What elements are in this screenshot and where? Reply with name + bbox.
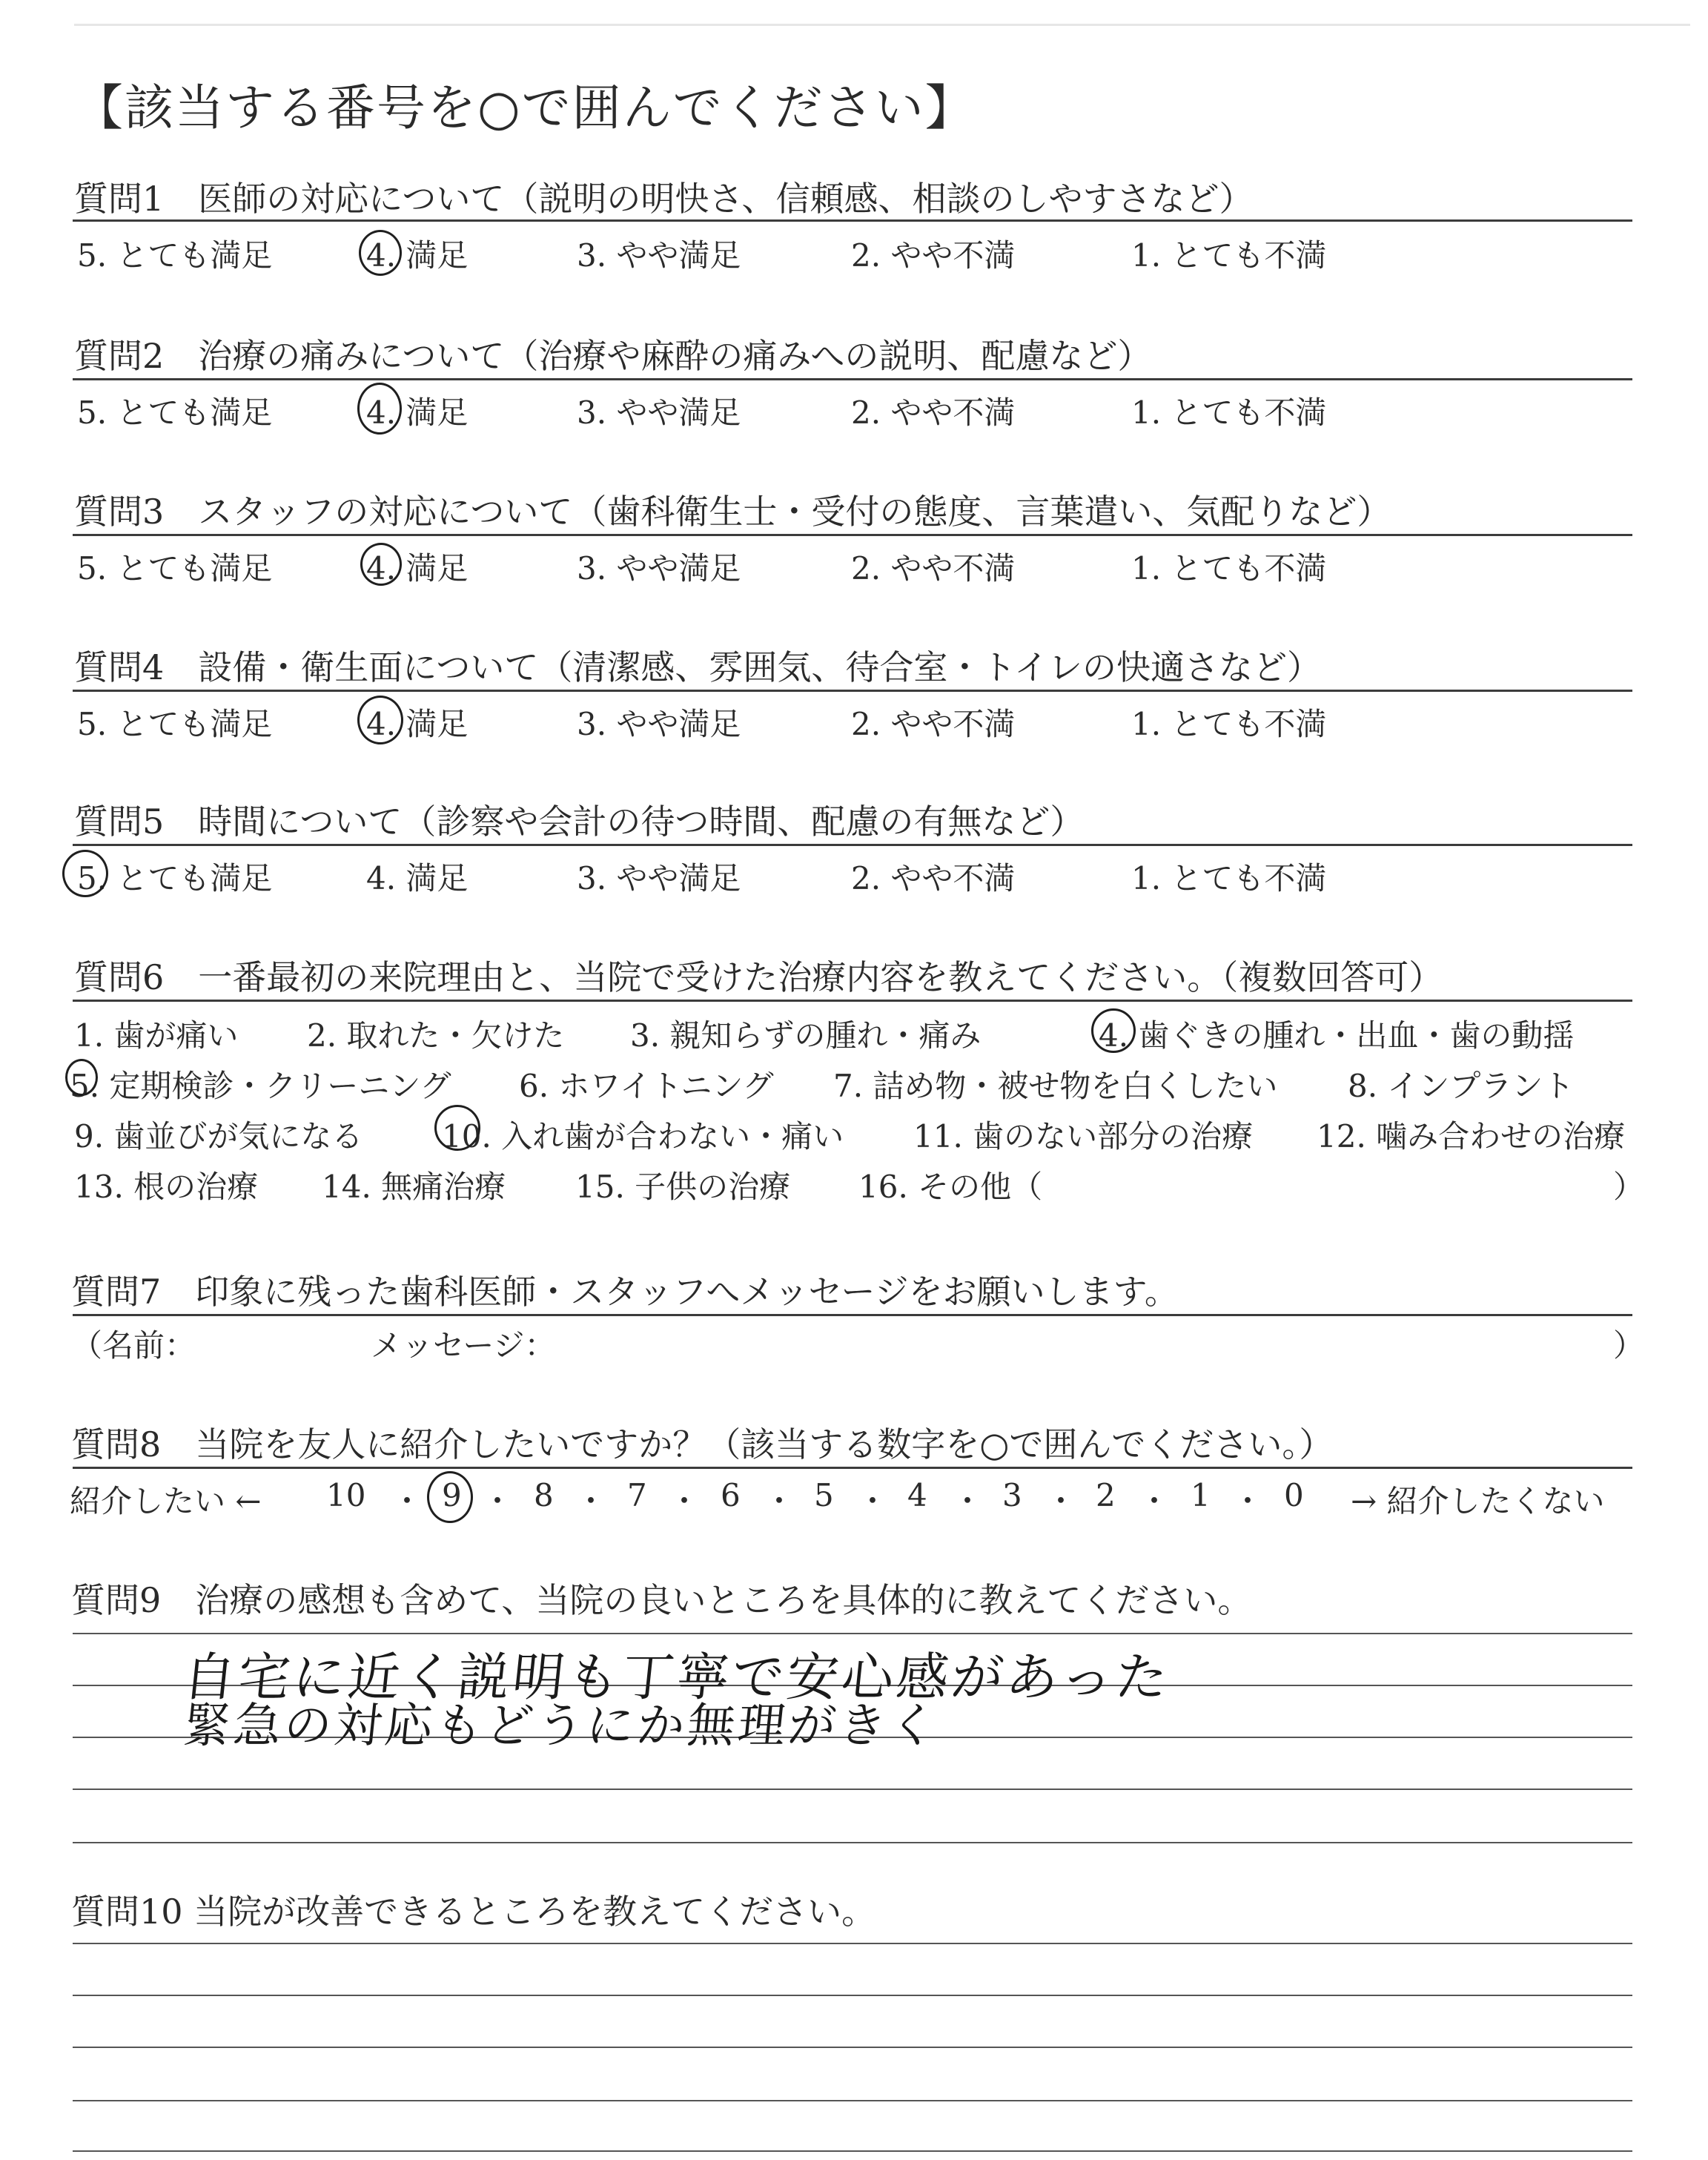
q8-separator: ・ <box>857 1483 889 1519</box>
q8-scale-5[interactable]: 5 <box>814 1477 834 1513</box>
question-5-rule <box>73 844 1632 846</box>
q6-option-12[interactable]: 12. 噛み合わせの治療 <box>1317 1118 1626 1155</box>
q1-option-3[interactable]: 3. やや満足 <box>577 237 741 274</box>
question-7-label: 質問7 印象に残った歯科医師・スタッフへメッセージをお願いします。 <box>71 1272 1179 1312</box>
q3-option-5[interactable]: 5. とても満足 <box>77 550 273 587</box>
q8-selection-circle <box>427 1471 473 1523</box>
q3-selection-circle <box>360 543 402 586</box>
q8-scale-9[interactable]: 9 <box>442 1477 462 1513</box>
q10-answer-line-2 <box>73 1995 1632 1996</box>
q6-option-16-close: ） <box>1613 1169 1645 1205</box>
question-1-rule <box>73 219 1632 222</box>
question-3-rule <box>73 534 1632 536</box>
q6-option-11[interactable]: 11. 歯のない部分の治療 <box>913 1118 1254 1155</box>
q4-option-4[interactable]: 4. 満足 <box>366 706 469 742</box>
question-4-label: 質問4 設備・衛生面について（清潔感、雰囲気、待合室・トイレの快適さなど） <box>74 647 1322 687</box>
q9-answer-line-5 <box>73 1842 1632 1843</box>
q8-separator: ・ <box>482 1483 514 1519</box>
question-7-rule <box>73 1314 1632 1316</box>
q6-option-14[interactable]: 14. 無痛治療 <box>322 1169 506 1205</box>
q8-left-label: 紹介したい ← <box>70 1483 262 1519</box>
q6-option-2[interactable]: 2. 取れた・欠けた <box>307 1017 565 1054</box>
question-6-rule <box>73 1000 1632 1002</box>
q6-option-4-circle <box>1091 1008 1136 1053</box>
q3-option-2[interactable]: 2. やや不満 <box>851 550 1016 587</box>
q5-option-2[interactable]: 2. やや不満 <box>851 860 1016 896</box>
question-2-rule <box>73 378 1632 380</box>
q2-option-4[interactable]: 4. 満足 <box>366 394 469 431</box>
q5-option-4[interactable]: 4. 満足 <box>366 860 469 896</box>
q9-answer-line-4 <box>73 1789 1632 1790</box>
q7-name-label: （名前： <box>71 1327 196 1364</box>
q4-option-1[interactable]: 1. とても不満 <box>1131 706 1327 742</box>
q10-answer-line-4 <box>73 2100 1632 2101</box>
q1-option-2[interactable]: 2. やや不満 <box>851 237 1016 274</box>
q6-option-10-circle <box>434 1105 480 1151</box>
q6-option-4[interactable]: 4. 歯ぐきの腫れ・出血・歯の動揺 <box>1099 1017 1575 1054</box>
q8-scale-6[interactable]: 6 <box>721 1477 741 1513</box>
q6-option-16[interactable]: 16. その他（ <box>858 1169 1043 1205</box>
q2-option-5[interactable]: 5. とても満足 <box>77 394 273 431</box>
q10-answer-line-5 <box>73 2150 1632 2152</box>
question-8-label: 質問8 当院を友人に紹介したいですか？（該当する数字を○で囲んでください。） <box>71 1424 1334 1464</box>
q8-separator: ・ <box>1045 1483 1077 1519</box>
q8-separator: ・ <box>764 1483 795 1519</box>
q6-option-6[interactable]: 6. ホワイトニング <box>519 1068 774 1104</box>
q7-close-paren: ） <box>1613 1327 1645 1364</box>
question-6-label: 質問6 一番最初の来院理由と、当院で受けた治療内容を教えてください。（複数回答可） <box>74 957 1443 997</box>
q6-option-8[interactable]: 8. インプラント <box>1348 1068 1575 1104</box>
q4-option-3[interactable]: 3. やや満足 <box>577 706 741 742</box>
page-title: 【該当する番号を○で囲んでください】 <box>74 79 976 136</box>
q2-option-3[interactable]: 3. やや満足 <box>577 394 741 431</box>
q4-option-2[interactable]: 2. やや不満 <box>851 706 1016 742</box>
q6-option-5[interactable]: 5. 定期検診・クリーニング <box>70 1068 451 1104</box>
question-9-label: 質問9 治療の感想も含めて、当院の良いところを具体的に教えてください。 <box>71 1580 1252 1620</box>
q8-scale-3[interactable]: 3 <box>1002 1477 1022 1513</box>
question-4-rule <box>73 690 1632 692</box>
q6-option-9[interactable]: 9. 歯並びが気になる <box>74 1118 363 1155</box>
q2-option-2[interactable]: 2. やや不満 <box>851 394 1016 431</box>
q2-selection-circle <box>357 383 402 435</box>
q3-option-4[interactable]: 4. 満足 <box>366 550 469 587</box>
question-5-label: 質問5 時間について（診察や会計の待つ時間、配慮の有無など） <box>74 802 1085 842</box>
q3-option-1[interactable]: 1. とても不満 <box>1131 550 1327 587</box>
q5-option-1[interactable]: 1. とても不満 <box>1131 860 1327 896</box>
top-border <box>74 24 1690 26</box>
q5-option-3[interactable]: 3. やや満足 <box>577 860 741 896</box>
q8-separator: ・ <box>1139 1483 1171 1519</box>
q4-selection-circle <box>357 696 403 744</box>
q6-option-1[interactable]: 1. 歯が痛い <box>74 1017 239 1054</box>
q8-scale-10[interactable]: 10 <box>326 1477 366 1513</box>
q10-answer-line-3 <box>73 2047 1632 2048</box>
q6-option-13[interactable]: 13. 根の治療 <box>74 1169 259 1205</box>
q4-option-5[interactable]: 5. とても満足 <box>77 706 273 742</box>
question-2-label: 質問2 治療の痛みについて（治療や麻酔の痛みへの説明、配慮など） <box>74 336 1152 376</box>
q8-scale-4[interactable]: 4 <box>907 1477 927 1513</box>
q8-scale-2[interactable]: 2 <box>1096 1477 1116 1513</box>
q8-right-label: → 紹介したくない <box>1351 1483 1605 1519</box>
q5-option-5[interactable]: 5. とても満足 <box>77 860 273 896</box>
q1-selection-circle <box>359 230 402 276</box>
q1-option-1[interactable]: 1. とても不満 <box>1131 237 1327 274</box>
q1-option-5[interactable]: 5. とても満足 <box>77 237 273 274</box>
q8-scale-1[interactable]: 1 <box>1191 1477 1211 1513</box>
q8-separator: ・ <box>669 1483 701 1519</box>
q8-separator: ・ <box>391 1483 423 1519</box>
q2-option-1[interactable]: 1. とても不満 <box>1131 394 1327 431</box>
q5-selection-circle <box>62 850 108 897</box>
q9-handwritten-answer-2: 緊急の対応もどうにか無理がきく <box>180 1699 943 1754</box>
q8-separator: ・ <box>575 1483 607 1519</box>
q9-answer-line-1 <box>73 1633 1632 1634</box>
q8-scale-8[interactable]: 8 <box>534 1477 554 1513</box>
q7-message-label: メッセージ： <box>371 1327 556 1364</box>
question-8-rule <box>73 1467 1632 1469</box>
q6-option-15[interactable]: 15. 子供の治療 <box>575 1169 791 1205</box>
q6-option-3[interactable]: 3. 親知らずの腫れ・痛み <box>630 1017 982 1054</box>
q8-scale-7[interactable]: 7 <box>627 1477 647 1513</box>
q8-scale-0[interactable]: 0 <box>1284 1477 1304 1513</box>
question-1-label: 質問1 医師の対応について（説明の明快さ、信頼感、相談のしやすさなど） <box>74 179 1254 219</box>
q6-option-5-circle <box>65 1059 98 1096</box>
q8-separator: ・ <box>952 1483 984 1519</box>
question-10-label: 質問10 当院が改善できるところを教えてください。 <box>71 1892 876 1932</box>
q8-separator: ・ <box>1232 1483 1264 1519</box>
q9-handwritten-answer-1: 自宅に近く説明も丁寧で安心感があった <box>180 1647 1174 1708</box>
q6-option-7[interactable]: 7. 詰め物・被せ物を白くしたい <box>833 1068 1278 1104</box>
q6-option-10[interactable]: 10. 入れ歯が合わない・痛い <box>442 1118 844 1155</box>
q1-option-4[interactable]: 4. 満足 <box>366 237 469 274</box>
question-3-label: 質問3 スタッフの対応について（歯科衛生士・受付の態度、言葉遣い、気配りなど） <box>74 492 1391 532</box>
q3-option-3[interactable]: 3. やや満足 <box>577 550 741 587</box>
q10-answer-line-1 <box>73 1943 1632 1944</box>
